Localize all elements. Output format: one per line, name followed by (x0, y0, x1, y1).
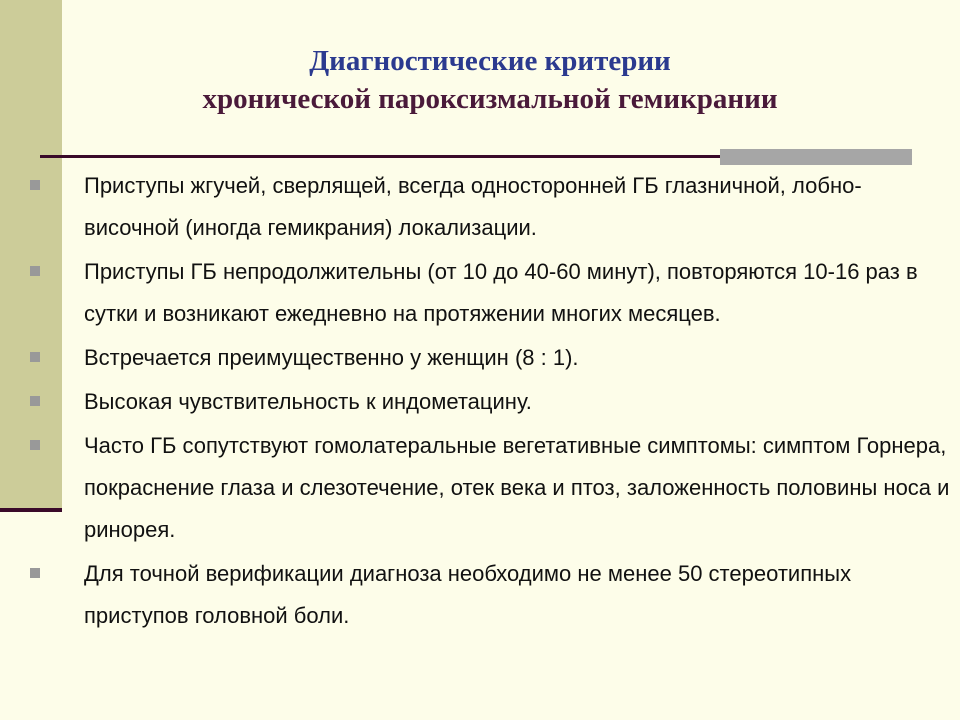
slide-title-line-1: Диагностические критерии (309, 45, 671, 77)
slide-title (60, 42, 920, 118)
square-bullet-icon (30, 180, 40, 190)
list-item-text: Часто ГБ сопутствуют гомолатеральные вегетативные симптомы: симптом Горнера, покраснение глаза и слезотечение, отек века и птоз, заложенность половины носа и ринорея. (84, 433, 950, 542)
square-bullet-icon (30, 396, 40, 406)
list-item-text: Высокая чувствительность к индометацину. (84, 389, 532, 414)
list-item-text: Для точной верификации диагноза необходимо не менее 50 стереотипных приступов головной боли. (84, 561, 852, 628)
slide-title-line-2: хронической пароксизмальной гемикрании (202, 83, 778, 115)
list-item-text: Приступы ГБ непродолжительны (от 10 до 40-60 минут), повторяются 10-16 раз в сутки и возникают ежедневно на протяжении многих месяцев. (84, 259, 918, 326)
list-item-text: Встречается преимущественно у женщин (8 : 1). (84, 345, 579, 370)
square-bullet-icon (30, 352, 40, 362)
list-item (24, 553, 954, 637)
square-bullet-icon (30, 568, 40, 578)
list-item (24, 337, 954, 379)
list-item-text: Приступы жгучей, сверлящей, всегда односторонней ГБ глазничной, лобно-височной (иногда гемикрания) локализации. (84, 173, 862, 240)
square-bullet-icon (30, 266, 40, 276)
list-item (24, 165, 954, 249)
list-item (24, 381, 954, 423)
list-item (24, 425, 954, 551)
square-bullet-icon (30, 440, 40, 450)
header-accent-bar (720, 149, 912, 165)
criteria-list (24, 165, 954, 639)
list-item (24, 251, 954, 335)
